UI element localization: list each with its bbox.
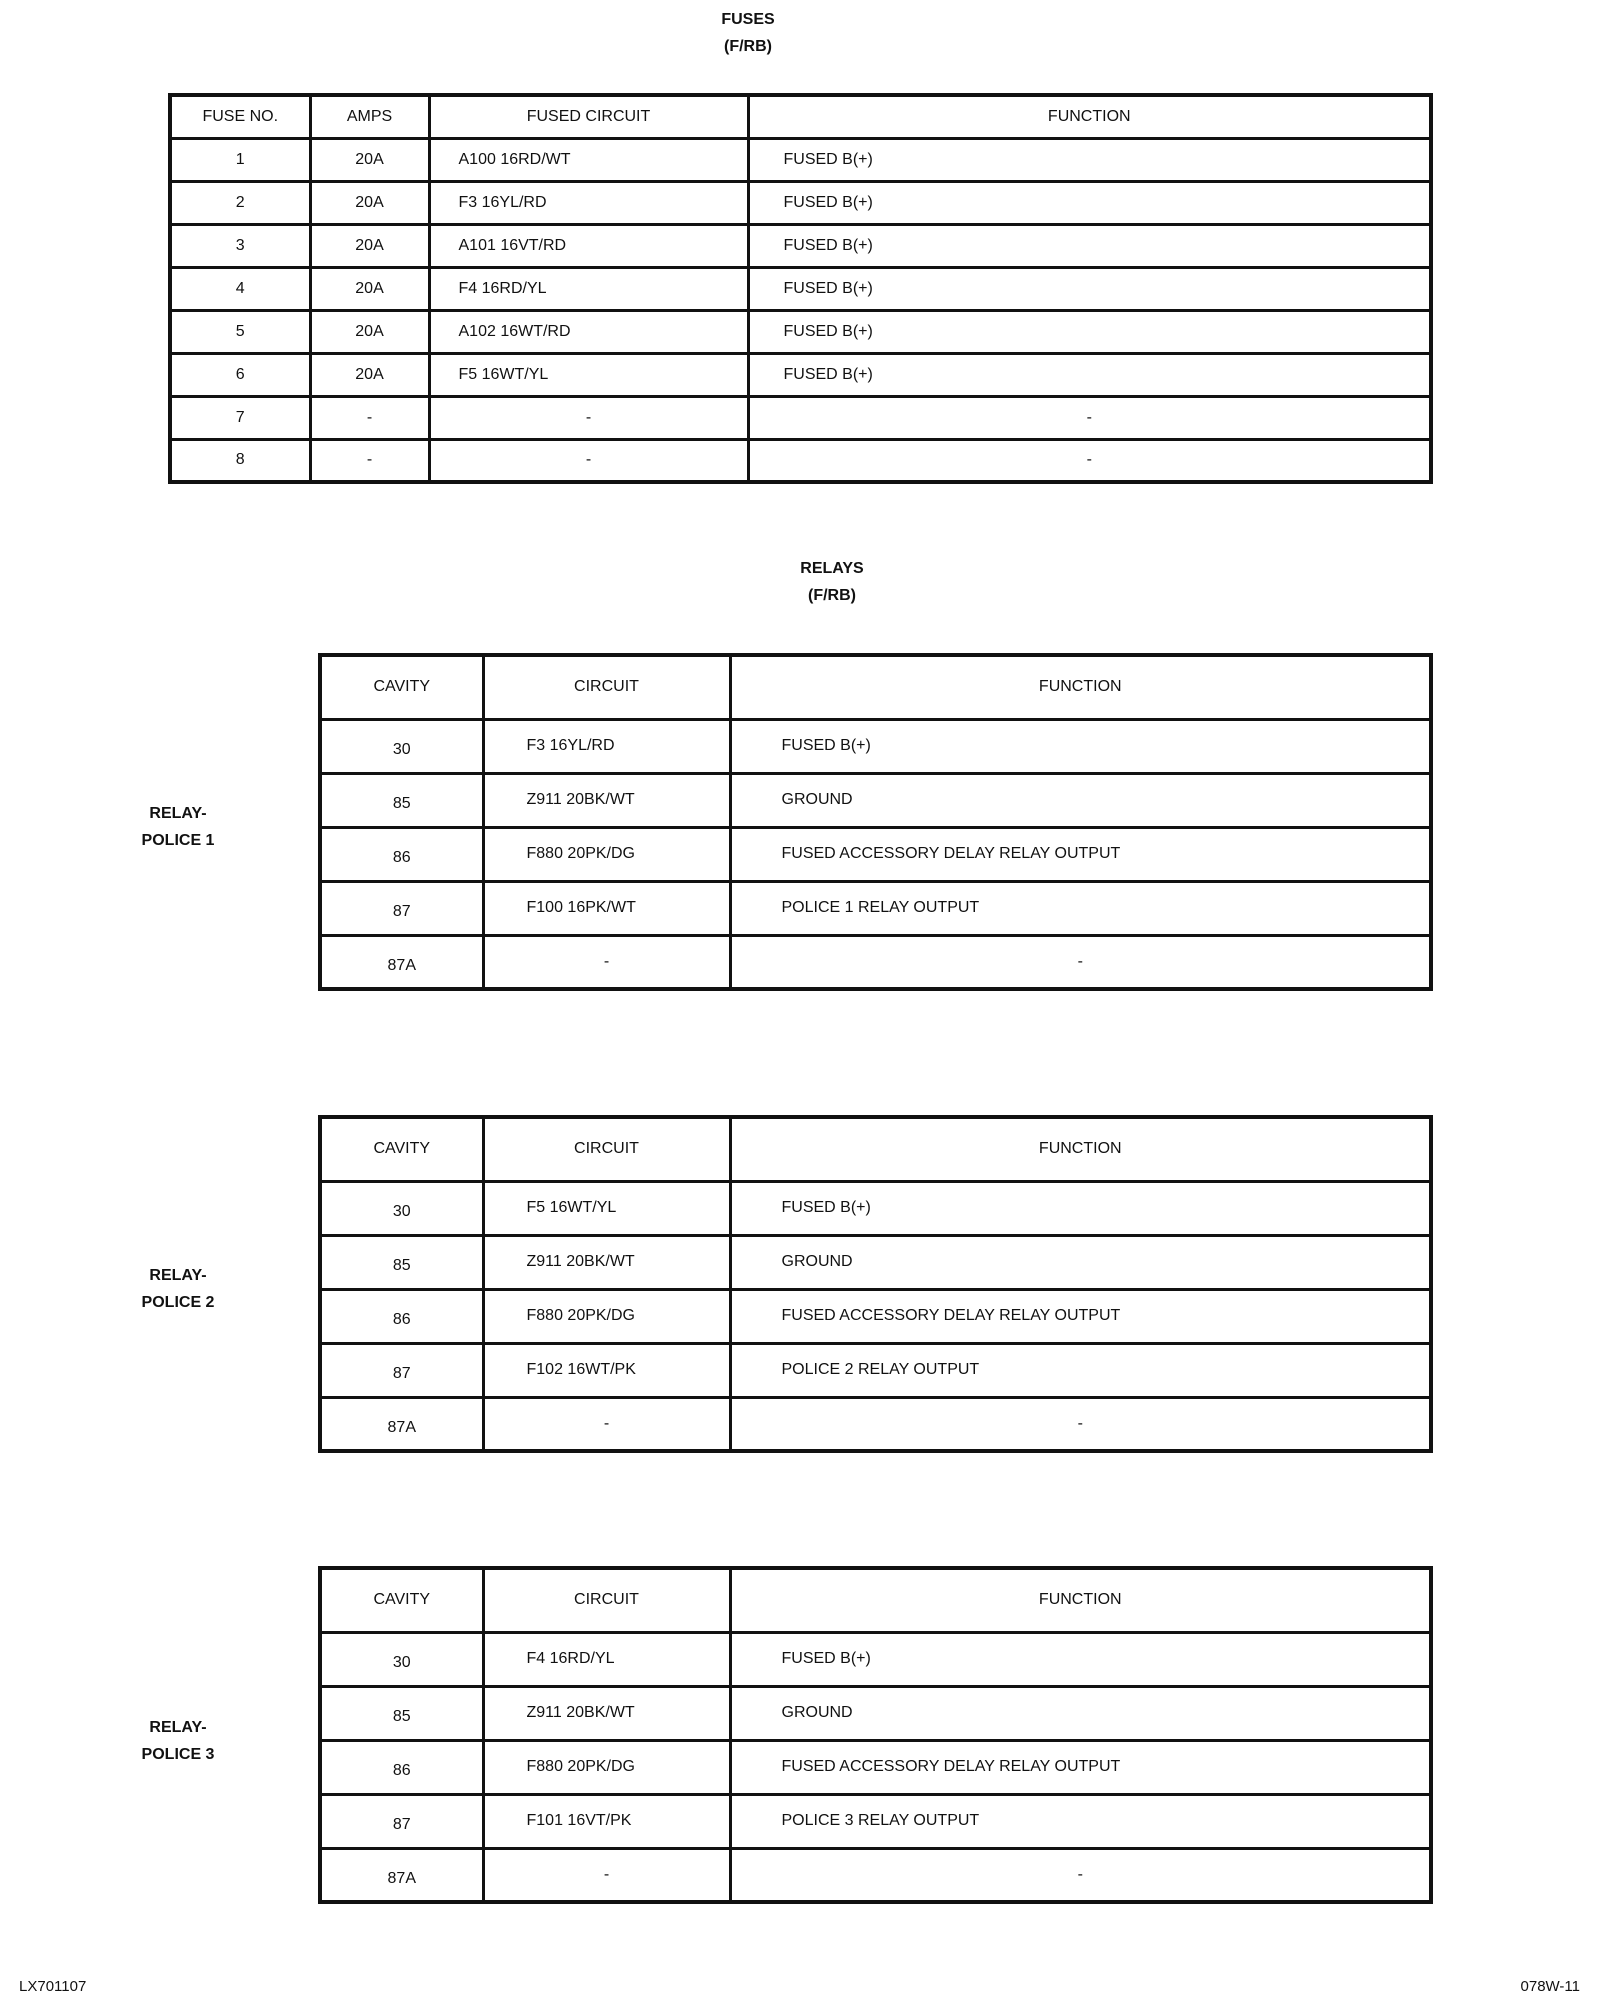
relay-header-row — [320, 1568, 1431, 1632]
fuses-table — [168, 93, 1433, 484]
fuse-no: 3 — [170, 224, 310, 267]
fuse-circuit: - — [429, 396, 748, 439]
relay-function: FUSED ACCESSORY DELAY RELAY OUTPUT — [730, 827, 1431, 881]
table-row — [170, 310, 1431, 353]
relay-cavity: 86 — [320, 1289, 483, 1343]
table-row — [320, 827, 1431, 881]
relay-circuit: - — [483, 935, 730, 989]
table-row — [170, 396, 1431, 439]
relay-function: FUSED B(+) — [730, 719, 1431, 773]
fuses-header-row — [170, 95, 1431, 138]
table-row — [170, 181, 1431, 224]
relay-police-2-label — [118, 1262, 238, 1316]
fuse-amps: - — [310, 439, 429, 482]
fuse-function: - — [748, 396, 1431, 439]
relays-title: RELAYS — [800, 560, 864, 577]
relay-circuit: F4 16RD/YL — [483, 1632, 730, 1686]
fuse-amps: 20A — [310, 138, 429, 181]
fuse-no: 7 — [170, 396, 310, 439]
relay-function: GROUND — [730, 1235, 1431, 1289]
relay-header-row — [320, 1117, 1431, 1181]
relay-function: - — [730, 1397, 1431, 1451]
header-function: FUNCTION — [748, 95, 1431, 138]
relay-cavity: 87A — [320, 1848, 483, 1902]
fuse-no: 6 — [170, 353, 310, 396]
header-amps: AMPS — [310, 95, 429, 138]
relay-circuit: F880 20PK/DG — [483, 1740, 730, 1794]
relay-circuit: Z911 20BK/WT — [483, 773, 730, 827]
relay-function: GROUND — [730, 1686, 1431, 1740]
relay-cavity: 30 — [320, 1181, 483, 1235]
fuses-title: FUSES — [721, 11, 775, 28]
table-row — [320, 1686, 1431, 1740]
fuse-circuit: F4 16RD/YL — [429, 267, 748, 310]
relay-police-1-table — [318, 653, 1433, 991]
relay-cavity: 87 — [320, 1794, 483, 1848]
table-row — [320, 881, 1431, 935]
fuse-function: FUSED B(+) — [748, 310, 1431, 353]
relay-circuit: - — [483, 1848, 730, 1902]
footer-left-code: LX701107 — [19, 1978, 87, 1995]
table-row — [320, 1848, 1431, 1902]
relay-function: FUSED ACCESSORY DELAY RELAY OUTPUT — [730, 1289, 1431, 1343]
table-row — [320, 1235, 1431, 1289]
table-row — [170, 267, 1431, 310]
table-row — [320, 1740, 1431, 1794]
header-circuit: CIRCUIT — [483, 1117, 730, 1181]
relay-cavity: 30 — [320, 1632, 483, 1686]
relay-label-line2: POLICE 2 — [141, 1294, 215, 1311]
fuse-function: FUSED B(+) — [748, 224, 1431, 267]
header-circuit: CIRCUIT — [483, 655, 730, 719]
relay-cavity: 30 — [320, 719, 483, 773]
fuses-subtitle: (F/RB) — [724, 38, 772, 55]
relay-police-3-table — [318, 1566, 1433, 1904]
fuse-no: 2 — [170, 181, 310, 224]
relay-function: FUSED B(+) — [730, 1181, 1431, 1235]
relay-label-line1: RELAY- — [149, 1267, 207, 1284]
header-function: FUNCTION — [730, 1568, 1431, 1632]
relay-function: GROUND — [730, 773, 1431, 827]
fuse-amps: 20A — [310, 353, 429, 396]
fuse-no: 4 — [170, 267, 310, 310]
fuse-function: FUSED B(+) — [748, 181, 1431, 224]
fuse-no: 5 — [170, 310, 310, 353]
table-row — [170, 224, 1431, 267]
header-fused-circuit: FUSED CIRCUIT — [429, 95, 748, 138]
table-row — [170, 138, 1431, 181]
table-row — [320, 1289, 1431, 1343]
header-function: FUNCTION — [730, 655, 1431, 719]
relay-cavity: 87A — [320, 935, 483, 989]
table-row — [320, 1794, 1431, 1848]
relay-function: POLICE 1 RELAY OUTPUT — [730, 881, 1431, 935]
relay-function: FUSED ACCESSORY DELAY RELAY OUTPUT — [730, 1740, 1431, 1794]
fuse-circuit: A102 16WT/RD — [429, 310, 748, 353]
table-row — [320, 935, 1431, 989]
relay-cavity: 86 — [320, 1740, 483, 1794]
relay-function: - — [730, 1848, 1431, 1902]
relay-police-2-table — [318, 1115, 1433, 1453]
relay-circuit: - — [483, 1397, 730, 1451]
fuse-function: FUSED B(+) — [748, 353, 1431, 396]
relay-cavity: 87 — [320, 881, 483, 935]
fuse-function: - — [748, 439, 1431, 482]
relay-label-line2: POLICE 1 — [141, 832, 215, 849]
header-cavity: CAVITY — [320, 655, 483, 719]
relay-police-1-label — [118, 800, 238, 854]
header-fuse-no: FUSE NO. — [170, 95, 310, 138]
relay-circuit: F5 16WT/YL — [483, 1181, 730, 1235]
relay-circuit: Z911 20BK/WT — [483, 1235, 730, 1289]
relay-cavity: 85 — [320, 1686, 483, 1740]
relay-function: FUSED B(+) — [730, 1632, 1431, 1686]
table-row — [320, 773, 1431, 827]
fuse-function: FUSED B(+) — [748, 267, 1431, 310]
relay-circuit: F880 20PK/DG — [483, 1289, 730, 1343]
relay-police-3-label — [118, 1714, 238, 1768]
relay-circuit: F880 20PK/DG — [483, 827, 730, 881]
fuse-circuit: - — [429, 439, 748, 482]
fuse-amps: - — [310, 396, 429, 439]
fuse-function: FUSED B(+) — [748, 138, 1431, 181]
relays-subtitle: (F/RB) — [808, 587, 856, 604]
table-row — [320, 1181, 1431, 1235]
relay-function: POLICE 3 RELAY OUTPUT — [730, 1794, 1431, 1848]
header-function: FUNCTION — [730, 1117, 1431, 1181]
relay-header-row — [320, 655, 1431, 719]
relays-heading — [800, 555, 863, 609]
fuse-amps: 20A — [310, 267, 429, 310]
table-row — [320, 1343, 1431, 1397]
fuse-no: 1 — [170, 138, 310, 181]
relay-label-line2: POLICE 3 — [141, 1746, 215, 1763]
table-row — [170, 439, 1431, 482]
table-row — [170, 353, 1431, 396]
relay-label-line1: RELAY- — [149, 1719, 207, 1736]
fuse-circuit: F3 16YL/RD — [429, 181, 748, 224]
relay-circuit: F101 16VT/PK — [483, 1794, 730, 1848]
fuse-circuit: F5 16WT/YL — [429, 353, 748, 396]
fuse-amps: 20A — [310, 310, 429, 353]
fuses-heading — [721, 6, 774, 60]
relay-cavity: 85 — [320, 1235, 483, 1289]
header-cavity: CAVITY — [320, 1568, 483, 1632]
relay-circuit: F102 16WT/PK — [483, 1343, 730, 1397]
fuse-amps: 20A — [310, 224, 429, 267]
header-cavity: CAVITY — [320, 1117, 483, 1181]
relay-cavity: 87A — [320, 1397, 483, 1451]
relay-circuit: Z911 20BK/WT — [483, 1686, 730, 1740]
footer-right-code: 078W-11 — [1520, 1978, 1580, 1995]
relay-cavity: 87 — [320, 1343, 483, 1397]
table-row — [320, 1397, 1431, 1451]
relay-cavity: 86 — [320, 827, 483, 881]
fuse-no: 8 — [170, 439, 310, 482]
header-circuit: CIRCUIT — [483, 1568, 730, 1632]
fuse-amps: 20A — [310, 181, 429, 224]
table-row — [320, 1632, 1431, 1686]
table-row — [320, 719, 1431, 773]
relay-circuit: F3 16YL/RD — [483, 719, 730, 773]
relay-circuit: F100 16PK/WT — [483, 881, 730, 935]
relay-function: POLICE 2 RELAY OUTPUT — [730, 1343, 1431, 1397]
fuse-circuit: A101 16VT/RD — [429, 224, 748, 267]
relay-label-line1: RELAY- — [149, 805, 207, 822]
relay-cavity: 85 — [320, 773, 483, 827]
fuse-circuit: A100 16RD/WT — [429, 138, 748, 181]
relay-function: - — [730, 935, 1431, 989]
